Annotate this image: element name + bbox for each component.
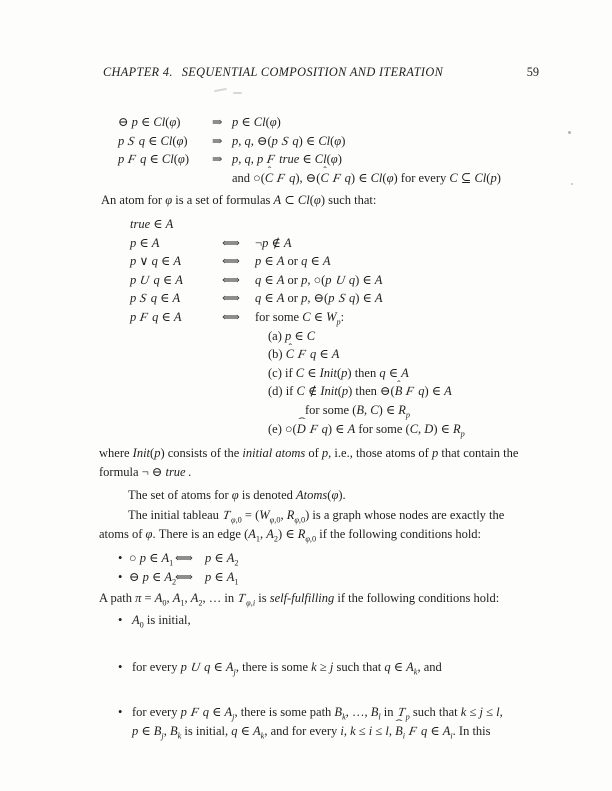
iff-arrow: ⟺ [222,235,240,250]
formula-rhs: q ∈ A or p, ⊖(p S q) ∈ A [255,291,383,306]
path-condition-item [118,703,612,740]
iff-arrow: ⟺ [222,254,240,269]
iff-arrow: ⟺ [175,569,193,584]
scan-artifact [233,92,242,94]
edge-formula: ⊖ p ∈ $A_2$ [129,569,177,586]
formula-lhs: p S q ∈ Cl(φ) [118,133,188,148]
formula-rhs: q ∈ A or p, ○(p U q) ∈ A [255,272,383,287]
iff-arrow [222,215,255,234]
page-number: 59 [526,65,539,79]
scan-artifact [568,131,571,134]
formula-lhs: p ∈ A [130,235,160,250]
scan-artifact [214,88,227,92]
subcondition-b: (b) C ˆ F q ∈ A [130,345,465,364]
condition-text: for every p U q ∈ $A_j$, there is some k ≥ j such that q ∈ $A_k$, and [132,659,442,676]
condition-text-line: for every p F q ∈ $A_j$, there is some path $B_k$, …, $B_l$ in $T_p$ such that k ≤ j ≤ l, [132,705,503,722]
subcondition-a: (a) p ∈ C [268,328,316,343]
subcondition-c: (c) if C ∈ Init(p) then q ∈ A [268,365,409,380]
chapter-header [103,63,443,82]
tableau-paragraph [99,506,504,543]
paragraph-line: atoms of φ. There is an edge ($A_1$, $A_2$) ∈ $R_{\varphi,0}$ if the following conditions hold: [99,526,482,543]
formula-lhs: true ∈ A [130,217,174,231]
chapter-number: CHAPTER 4. [103,65,173,79]
subcondition-e: (e) ○(D ˆ F q) ∈ A for some (C, D) ∈ $R_p$ [130,420,465,439]
formula-rhs: p ∈ A or q ∈ A [255,254,331,269]
paragraph-line: formula ¬ ⊖ true . [99,464,192,479]
formula-rhs: for some C ∈ $W_p$: [255,309,345,327]
implies-arrow: ⇒ [212,115,223,129]
formula-rhs: p ∈ Cl(φ) [232,115,281,129]
subcondition-d: (d) if C ∉ Init(p) then ⊖(B ˆ F q) ∈ A [130,382,465,401]
bullet-marker: • [118,705,123,719]
formula-lhs: p F q ∈ Cl(φ) [118,152,189,166]
iff-arrow: ⟺ [175,551,193,565]
formula-rhs: p, q, ⊖(p S q) ∈ Cl(φ) [232,133,346,148]
implies-arrow: ⇒ [212,133,223,148]
formula-lhs: p U q ∈ A [130,272,183,287]
bullet-marker: • [118,551,123,565]
edge-formula: ○ p ∈ $A_1$ [129,551,174,568]
iff-arrow: ⟺ [222,272,240,287]
implies-arrow [212,169,232,188]
atom-conditions-block [130,215,465,438]
implies-arrow: ⇒ [212,152,223,166]
formula-lhs: p F q ∈ A [130,309,182,324]
formula-lhs: ⊖ p ∈ Cl(φ) [118,115,181,129]
chapter-title: SEQUENTIAL COMPOSITION AND ITERATION [181,65,444,79]
iff-arrow: ⟺ [222,291,240,306]
condition-text-line: p ∈ $B_j$, $B_k$ is initial, q ∈ $A_k$, and for every i, k ≤ i ≤ l, B ˆ$_i$ F q ∈ $A_i$. In this [132,722,612,741]
edge-conditions-list [118,549,239,586]
edge-rhs: p ∈ $A_1$ [205,569,239,586]
formula-lhs: p S q ∈ A [130,291,181,306]
atom-intro-sentence: An atom for φ is a set of formulas A ⊂ Cl(φ) such that: [101,193,377,207]
scan-artifact [571,183,573,185]
formula-lhs [118,169,212,188]
atoms-denoted-sentence: The set of atoms for φ is denoted Atoms(φ). [128,488,346,502]
page-header [103,63,539,82]
formula-rhs: and ○(C ˆ F q), ⊖(C ˆ F q) ∈ Cl(φ) for every C ⊆ Cl(p) [232,169,501,188]
path-condition-item [118,658,612,677]
condition-text: $A_0$ is initial, [132,613,191,630]
formula-rhs: p, q, p F true ∈ Cl(φ) [232,152,342,166]
formula-rhs [255,215,465,234]
path-sentence: A path $\pi = A_0$, $A_1$, $A_2$, … in $T_{\varphi,i}$ is self-fulfilling if the following conditions hold: [99,591,500,608]
bullet-marker: • [118,569,123,584]
closure-rules-block [118,113,501,187]
bullet-marker: • [118,613,123,627]
formula-rhs: ¬p ∉ A [255,235,292,250]
paragraph-line: The initial tableau $T_{\varphi,0} = (W_{\varphi,0}$, $R_{\varphi,0}$) is a graph whose nodes are exactly the [128,508,505,525]
iff-arrow: ⟺ [222,309,240,324]
paragraph-line: where Init(p) consists of the initial atoms of p, i.e., those atoms of p that contain the [99,446,519,460]
path-condition-item [118,611,612,630]
bullet-marker: • [118,659,123,674]
where-paragraph [99,444,518,481]
formula-lhs: p ∨ q ∈ A [130,254,182,269]
subcondition-d-continuation: for some (B, C) ∈ $R_p$ [305,402,411,420]
edge-rhs: p ∈ $A_2$ [205,551,239,568]
